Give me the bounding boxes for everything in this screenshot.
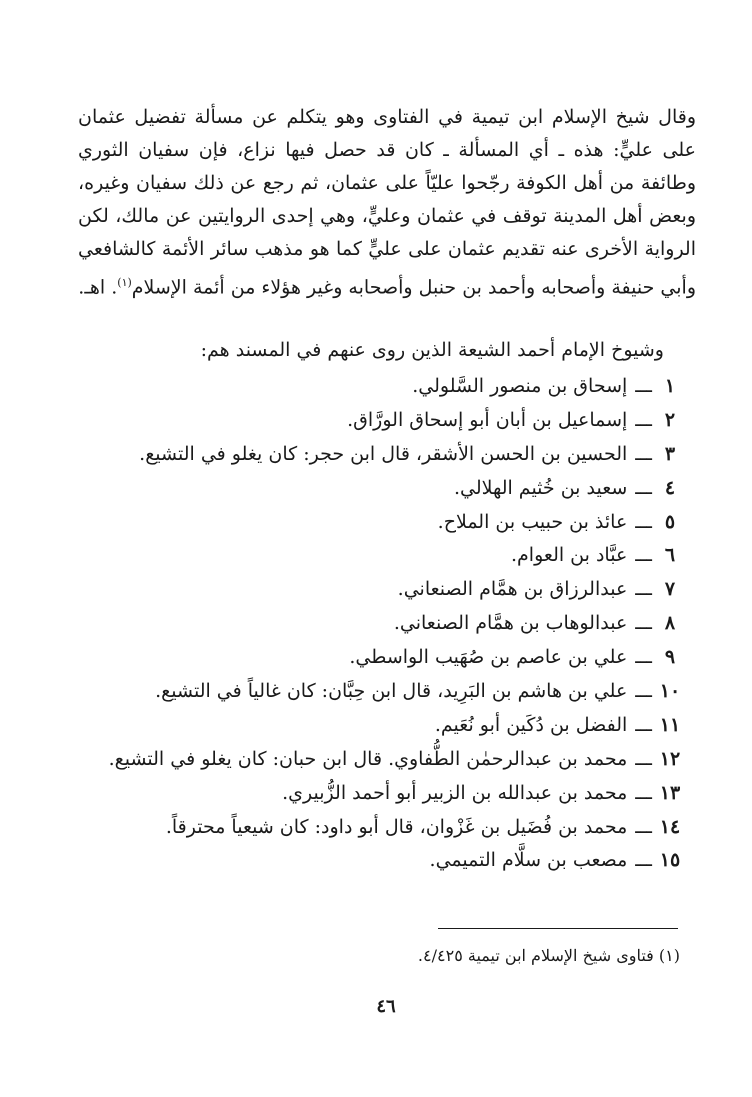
footnote-divider bbox=[438, 928, 678, 929]
item-dash: ـــ bbox=[635, 408, 652, 431]
item-text: عبدالرزاق بن همَّام الصنعاني. bbox=[397, 578, 628, 601]
item-dash: ـــ bbox=[635, 476, 652, 499]
item-number: ٢ bbox=[664, 408, 676, 431]
footnote-reference: (١) bbox=[117, 276, 132, 289]
item-text: محمد بن فُضَيل بن غَزْوان، قال أبو داود: كان شيعياً محترقاً. bbox=[165, 815, 628, 838]
item-text: إسحاق بن منصور السَّلولي. bbox=[412, 375, 628, 397]
list-item bbox=[42, 404, 682, 438]
item-number: ١٣ bbox=[659, 781, 681, 804]
item-dash: ـــ bbox=[635, 510, 652, 533]
list-item bbox=[42, 844, 682, 878]
list-item bbox=[42, 607, 682, 641]
list-item bbox=[42, 811, 682, 845]
item-number: ٧ bbox=[664, 578, 676, 601]
item-dash: ـــ bbox=[635, 646, 652, 669]
item-number: ١٥ bbox=[659, 849, 681, 872]
list-item bbox=[42, 675, 682, 709]
item-text: عبَّاد بن العوام. bbox=[511, 544, 628, 567]
item-dash: ـــ bbox=[635, 849, 652, 872]
paragraph-text: وقال شيخ الإسلام ابن تيمية في الفتاوى وهو يتكلم عن مسألة تفضيل عثمان على عليٍّ: هذه ـ أي المسألة ـ كان قد حصل فيها نزاع، فإن سفيان الثوري وطائفة من أهل الكوفة رجّحوا عليّاً على عثمان، ثم رجع عن ذلك سفيان وغيره، وبعض أهل المدينة توقف في عثمان وعليٍّ، وهي إحدى الروايتين عن مالك، لكن الرواية الأخرى عنه تقديم عثمان على عليٍّ كما هو مذهب سائر الأئمة كالشافعي وأبي حنيفة وأصحابه وأحمد بن حنبل وأصحابه وغير هؤلاء من أئمة الإسلام bbox=[78, 106, 696, 299]
item-number: ٣ bbox=[664, 442, 676, 465]
item-dash: ـــ bbox=[635, 680, 652, 703]
item-number: ٨ bbox=[664, 612, 676, 635]
teachers-list bbox=[42, 370, 682, 878]
item-number: ٦ bbox=[664, 544, 676, 567]
footnote: (١) فتاوى شيخ الإسلام ابن تيمية ٤/٤٢٥. bbox=[417, 946, 680, 965]
item-number: ١١ bbox=[659, 713, 681, 736]
item-text: الحسين بن الحسن الأشقر، قال ابن حجر: كان يغلو في التشيع. bbox=[139, 442, 628, 465]
item-dash: ـــ bbox=[635, 375, 652, 397]
item-dash: ـــ bbox=[635, 815, 652, 838]
item-number: ٥ bbox=[664, 510, 676, 533]
item-dash: ـــ bbox=[635, 747, 652, 770]
paragraph-ending: . اهـ. bbox=[78, 276, 118, 299]
list-item bbox=[42, 573, 682, 607]
list-item bbox=[42, 438, 682, 472]
list-item bbox=[42, 777, 682, 811]
item-text: عبدالوهاب بن همَّام الصنعاني. bbox=[393, 612, 628, 635]
item-text: محمد بن عبدالله بن الزبير أبو أحمد الزُّبيري. bbox=[282, 781, 628, 804]
item-number: ١٠ bbox=[659, 680, 681, 703]
item-dash: ـــ bbox=[635, 781, 652, 804]
list-item bbox=[42, 641, 682, 675]
list-item bbox=[42, 743, 682, 777]
list-item bbox=[42, 506, 682, 540]
item-text: الفضل بن دُكَين أبو نُعَيم. bbox=[434, 713, 628, 736]
item-number: ١٢ bbox=[659, 747, 681, 770]
quote-paragraph bbox=[78, 101, 696, 304]
item-text: مصعب بن سلَّام التميمي. bbox=[429, 849, 628, 872]
item-dash: ـــ bbox=[635, 713, 652, 736]
list-item bbox=[42, 709, 682, 743]
item-number: ٤ bbox=[664, 476, 676, 499]
item-dash: ـــ bbox=[635, 578, 652, 601]
item-text: سعيد بن خُثيم الهلالي. bbox=[453, 476, 628, 499]
list-intro: وشيوخ الإمام أحمد الشيعة الذين روى عنهم في المسند هم: bbox=[200, 339, 664, 361]
list-item bbox=[42, 539, 682, 573]
item-text: محمد بن عبدالرحمٰن الطُّفاوي. قال ابن حبان: كان يغلو في التشيع. bbox=[108, 747, 628, 770]
item-text: علي بن عاصم بن صُهَيب الواسطي. bbox=[349, 646, 628, 669]
item-dash: ـــ bbox=[635, 544, 652, 567]
item-dash: ـــ bbox=[635, 442, 652, 465]
item-text: إسماعيل بن أبان أبو إسحاق الورَّاق. bbox=[347, 408, 628, 431]
item-text: علي بن هاشم بن البَرِيد، قال ابن حِبَّان: كان غالياً في التشيع. bbox=[155, 680, 628, 703]
list-item bbox=[42, 472, 682, 506]
item-dash: ـــ bbox=[635, 612, 652, 635]
item-number: ٩ bbox=[664, 646, 676, 669]
item-number: ١٤ bbox=[659, 815, 681, 838]
list-item bbox=[42, 370, 682, 404]
item-number: ١ bbox=[664, 375, 676, 397]
page-number: ٤٦ bbox=[376, 996, 396, 1017]
item-text: عائذ بن حبيب بن الملاح. bbox=[437, 510, 628, 533]
